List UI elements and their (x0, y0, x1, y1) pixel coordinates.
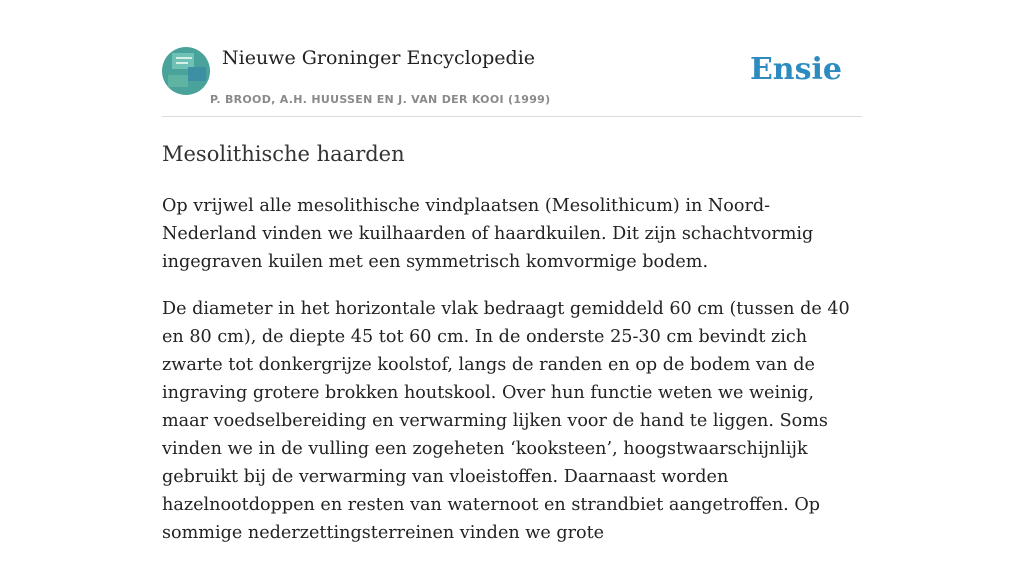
cover-line (176, 62, 188, 64)
encyclopedia-cover-avatar[interactable] (162, 47, 210, 95)
article-paragraph: Op vrijwel alle mesolithische vindplaatsen (Mesolithicum) in Noord-Nederland vinden we kuilhaarden of haardkuilen. Dit zijn schachtvormig ingegraven kuilen met een symmetrisch komvormige bodem. (162, 196, 814, 272)
ensie-logo[interactable]: Ensie (749, 52, 842, 87)
article-paragraph: De diameter in het horizontale vlak bedraagt gemiddeld 60 cm (tussen de 40 en 80 cm), de diepte 45 tot 60 cm. In de onderste 25-30 cm bevindt zich zwarte tot donkergrijze koolstof, langs de randen en op de bodem van de ingraving grotere brokken houtskool. Over hun functie weten we weinig, maar voedselbereiding en verwarming lijken voor de hand te liggen. Soms vinden we in de vulling een zogeheten ‘kooksteen’, hoogstwaarschijnlijk gebruikt bij de verwarming van vloeistoffen. Daarnaast worden hazelnootdoppen en resten van waternoot en strandbiet aangetroffen. Op sommige nederzettingsterreinen vinden we grote (162, 299, 850, 543)
article-heading: Mesolithische haarden (162, 142, 405, 166)
page-header (162, 46, 862, 117)
cover-shape (168, 75, 188, 87)
article (162, 138, 862, 566)
source-authors: P. BROOD, A.H. HUUSSEN EN J. VAN DER KOOI (1999) (210, 93, 551, 106)
cover-line (176, 57, 192, 59)
cover-shape (188, 67, 206, 81)
source-title[interactable]: Nieuwe Groninger Encyclopedie (222, 47, 536, 69)
